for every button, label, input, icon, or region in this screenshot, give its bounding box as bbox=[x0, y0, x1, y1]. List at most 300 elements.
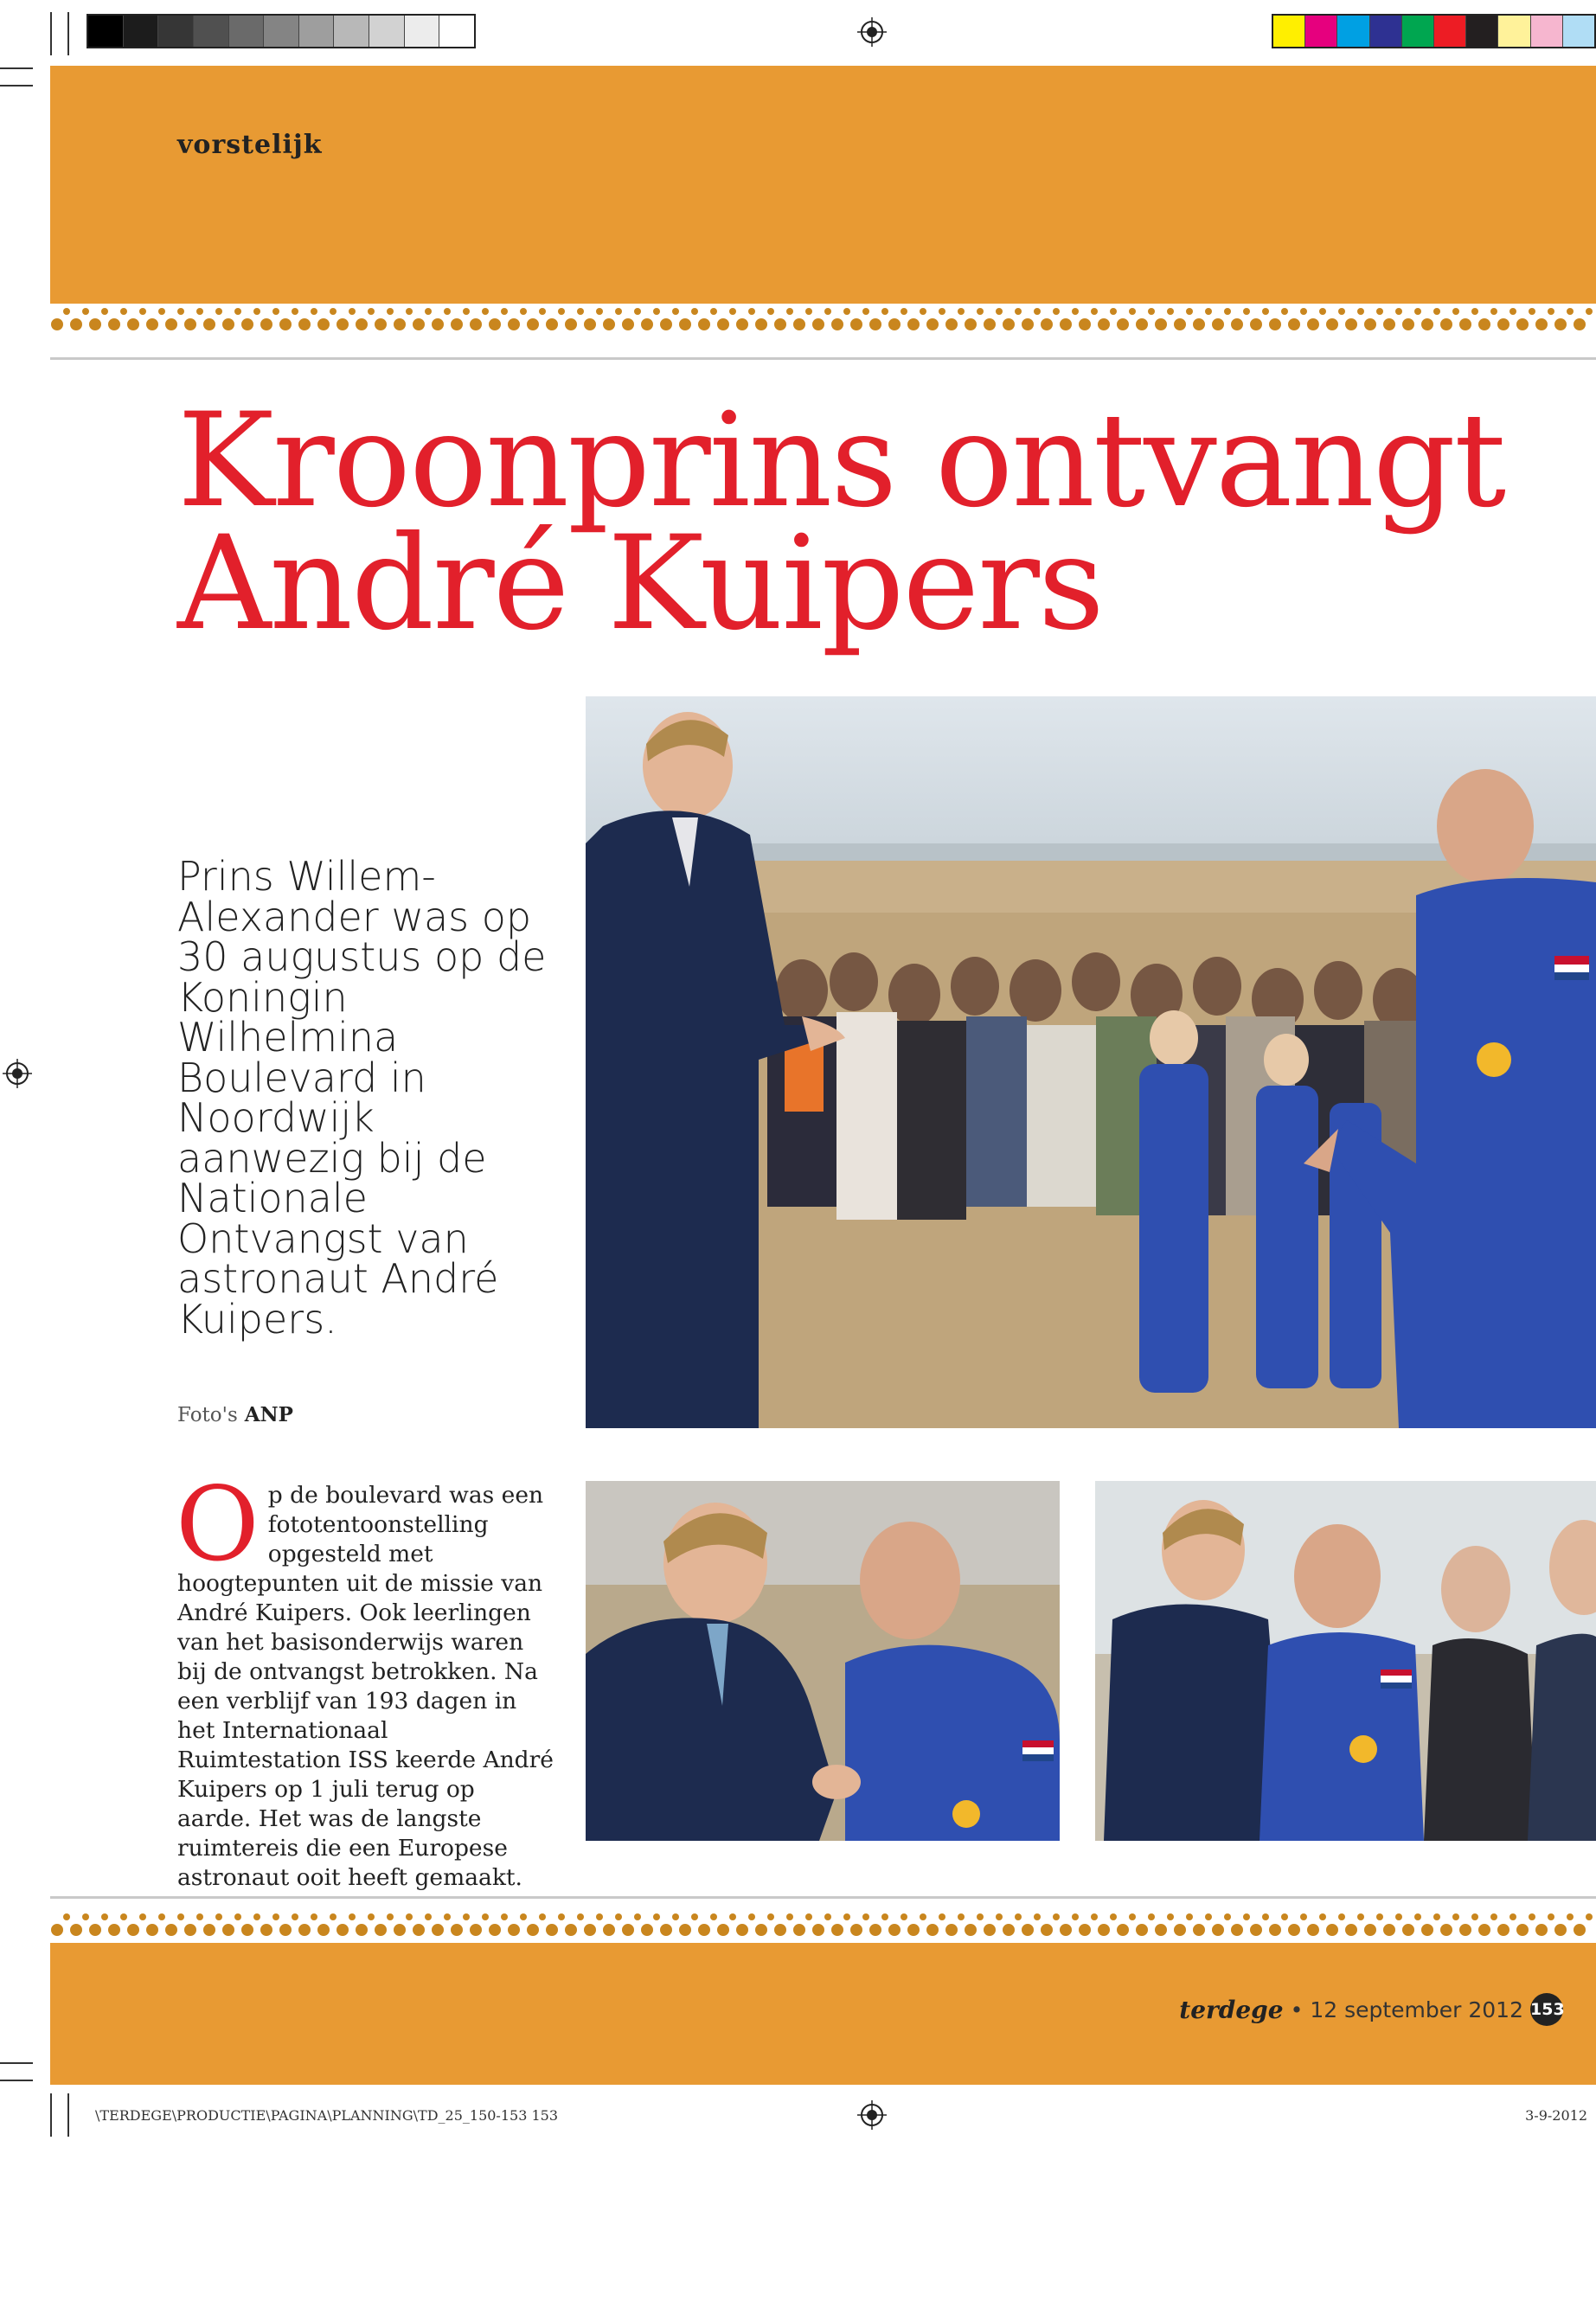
decorative-dot bbox=[202, 1923, 216, 1937]
decorative-dot bbox=[1548, 308, 1554, 315]
decorative-dot bbox=[615, 1913, 622, 1920]
decorative-dot bbox=[240, 1923, 254, 1937]
decorative-dot bbox=[881, 1913, 888, 1920]
decorative-dot bbox=[450, 317, 464, 331]
decorative-dot bbox=[253, 1913, 260, 1920]
decorative-dot bbox=[1458, 317, 1472, 331]
decorative-dot bbox=[1477, 317, 1491, 331]
decorative-dot bbox=[196, 308, 203, 315]
decorative-dot bbox=[279, 317, 292, 331]
decorative-dot bbox=[583, 317, 597, 331]
decorative-dot bbox=[1376, 308, 1383, 315]
section-label: vorstelijk bbox=[177, 130, 323, 160]
decorative-dot bbox=[697, 1923, 711, 1937]
decorative-dot bbox=[1586, 308, 1593, 315]
decorative-dot bbox=[564, 317, 578, 331]
decorative-dot bbox=[792, 317, 806, 331]
decorative-dot bbox=[1148, 1913, 1155, 1920]
decorative-dot bbox=[1554, 317, 1567, 331]
decorative-dot bbox=[317, 1923, 330, 1937]
crop-mark bbox=[67, 2093, 69, 2137]
decorative-dot bbox=[368, 1913, 375, 1920]
decorative-dot bbox=[621, 1923, 635, 1937]
color-swatch bbox=[1498, 16, 1530, 47]
crop-mark bbox=[0, 2062, 33, 2064]
decorative-dot bbox=[1344, 317, 1358, 331]
gray-swatch bbox=[264, 16, 299, 47]
decorative-dot bbox=[215, 308, 222, 315]
decorative-dot bbox=[1401, 1923, 1415, 1937]
decorative-dot bbox=[330, 1913, 337, 1920]
decorative-dot bbox=[107, 1923, 121, 1937]
decorative-dot bbox=[387, 1913, 394, 1920]
decorative-dot bbox=[1357, 1913, 1364, 1920]
decorative-dot bbox=[101, 1913, 108, 1920]
decorative-dot-border bbox=[50, 303, 1596, 337]
drop-cap: O bbox=[176, 1465, 260, 1584]
decorative-dot bbox=[88, 317, 102, 331]
decorative-dot bbox=[1262, 1913, 1269, 1920]
decorative-dot bbox=[126, 317, 140, 331]
decorative-dot bbox=[482, 308, 489, 315]
decorative-dot bbox=[469, 1923, 483, 1937]
decorative-dot bbox=[754, 1923, 768, 1937]
decorative-dot bbox=[158, 1913, 165, 1920]
decorative-dot bbox=[1300, 1913, 1307, 1920]
decorative-dot bbox=[583, 1923, 597, 1937]
decorative-dot bbox=[234, 1913, 241, 1920]
decorative-dot bbox=[545, 317, 559, 331]
article-text: p de boulevard was een fototentoonstelling opgesteld met hoogtepunten uit de missie van André Kuipers. Ook leerlingen van het basisonderwijs waren bij de ontvangst betrokken. Na een verblijf van 193 dagen in het Internationaal Ruimtestation ISS keerde André Kuipers op 1 juli terug op aarde. Het was de langste ruimtereis die een Europese astronaut ooit heeft gemaakt. bbox=[177, 1482, 554, 1891]
decorative-dot bbox=[811, 317, 825, 331]
decorative-dot bbox=[1059, 317, 1073, 331]
decorative-dot bbox=[1186, 1913, 1193, 1920]
divider bbox=[50, 357, 1596, 360]
decorative-dot bbox=[1363, 317, 1377, 331]
decorative-dot bbox=[830, 317, 844, 331]
decorative-dot bbox=[748, 1913, 755, 1920]
crop-mark bbox=[0, 67, 33, 69]
decorative-dot bbox=[82, 1913, 89, 1920]
decorative-dot bbox=[406, 308, 413, 315]
decorative-dot bbox=[1224, 1913, 1231, 1920]
gray-swatch bbox=[88, 16, 124, 47]
decorative-dot bbox=[1287, 317, 1301, 331]
decorative-dot bbox=[1249, 317, 1263, 331]
decorative-dot bbox=[805, 308, 812, 315]
decorative-dot bbox=[272, 1913, 279, 1920]
decorative-dot bbox=[482, 1913, 489, 1920]
decorative-dot bbox=[260, 1923, 273, 1937]
decorative-dot bbox=[1433, 308, 1440, 315]
color-swatch bbox=[1370, 16, 1402, 47]
decorative-dot bbox=[621, 317, 635, 331]
decorative-dot bbox=[634, 308, 641, 315]
decorative-dot bbox=[805, 1913, 812, 1920]
decorative-dot bbox=[311, 1913, 317, 1920]
decorative-dot bbox=[1471, 308, 1478, 315]
decorative-dot bbox=[311, 308, 317, 315]
decorative-dot bbox=[1268, 1923, 1282, 1937]
decorative-dot bbox=[964, 317, 977, 331]
decorative-dot bbox=[1148, 308, 1155, 315]
decorative-dot bbox=[50, 317, 64, 331]
decorative-dot bbox=[697, 317, 711, 331]
decorative-dot bbox=[425, 308, 432, 315]
decorative-dot bbox=[292, 308, 298, 315]
decorative-dot bbox=[374, 1923, 388, 1937]
decorative-dot bbox=[1211, 317, 1225, 331]
decorative-dot bbox=[1281, 1913, 1288, 1920]
decorative-dot bbox=[253, 308, 260, 315]
decorative-dot bbox=[602, 1923, 616, 1937]
decorative-dot bbox=[177, 308, 184, 315]
decorative-dot bbox=[748, 308, 755, 315]
grayscale-calibration-bar bbox=[87, 14, 476, 48]
decorative-dot bbox=[82, 308, 89, 315]
decorative-dot bbox=[849, 317, 863, 331]
decorative-dot bbox=[1516, 1923, 1529, 1937]
decorative-dot bbox=[1211, 1923, 1225, 1937]
decorative-dot bbox=[1135, 317, 1149, 331]
decorative-dot bbox=[1567, 308, 1574, 315]
headline-line-1: Kroonprins ontvangt bbox=[177, 386, 1505, 536]
decorative-dot bbox=[1002, 1923, 1016, 1937]
decorative-dot bbox=[1433, 1913, 1440, 1920]
brand-logo: terdege bbox=[1179, 1995, 1284, 2024]
decorative-dot bbox=[1414, 308, 1421, 315]
decorative-dot bbox=[1529, 1913, 1535, 1920]
decorative-dot bbox=[786, 308, 793, 315]
decorative-dot bbox=[469, 317, 483, 331]
decorative-dot bbox=[412, 1923, 426, 1937]
decorative-dot bbox=[139, 1913, 146, 1920]
decorative-dot bbox=[1452, 308, 1459, 315]
gray-swatch bbox=[369, 16, 405, 47]
decorative-dot bbox=[596, 1913, 603, 1920]
decorative-dot bbox=[920, 1913, 926, 1920]
crop-mark bbox=[0, 2080, 33, 2081]
decorative-dot bbox=[1186, 308, 1193, 315]
decorative-dot bbox=[317, 317, 330, 331]
decorative-dot bbox=[710, 1913, 717, 1920]
decorative-dot bbox=[939, 308, 945, 315]
decorative-dot bbox=[659, 1923, 673, 1937]
decorative-dot bbox=[1376, 1913, 1383, 1920]
registration-mark-icon bbox=[857, 17, 887, 47]
decorative-dot bbox=[843, 1913, 850, 1920]
photo-handshake bbox=[586, 1481, 1060, 1841]
decorative-dot bbox=[279, 1923, 292, 1937]
decorative-dot bbox=[1224, 308, 1231, 315]
decorative-dot bbox=[907, 1923, 920, 1937]
decorative-dot bbox=[145, 317, 159, 331]
footer-separator: • bbox=[1290, 1997, 1304, 2022]
decorative-dot bbox=[1021, 1923, 1035, 1937]
decorative-dot bbox=[1097, 317, 1111, 331]
decorative-dot bbox=[1034, 1913, 1041, 1920]
decorative-dot bbox=[1129, 308, 1136, 315]
issue-date: 12 september 2012 bbox=[1310, 1997, 1523, 2022]
header-band bbox=[50, 66, 1596, 304]
color-swatch bbox=[1434, 16, 1466, 47]
decorative-dot bbox=[869, 1923, 882, 1937]
decorative-dot bbox=[88, 1923, 102, 1937]
credit-source: ANP bbox=[244, 1403, 293, 1426]
decorative-dot bbox=[1573, 317, 1586, 331]
decorative-dot bbox=[1319, 1913, 1326, 1920]
gray-swatch bbox=[229, 16, 265, 47]
decorative-dot bbox=[964, 1923, 977, 1937]
decorative-dot bbox=[1300, 308, 1307, 315]
article-body bbox=[176, 1465, 554, 1893]
decorative-dot bbox=[1395, 1913, 1402, 1920]
decorative-dot bbox=[1363, 1923, 1377, 1937]
decorative-dot bbox=[183, 317, 197, 331]
decorative-dot bbox=[678, 1923, 692, 1937]
decorative-dot bbox=[1053, 1913, 1060, 1920]
decorative-dot bbox=[1452, 1913, 1459, 1920]
decorative-dot bbox=[735, 317, 749, 331]
decorative-dot bbox=[196, 1913, 203, 1920]
decorative-dot bbox=[69, 317, 83, 331]
decorative-dot bbox=[1567, 1913, 1574, 1920]
decorative-dot bbox=[425, 1913, 432, 1920]
decorative-dot bbox=[1243, 1913, 1250, 1920]
decorative-dot bbox=[63, 1913, 70, 1920]
decorative-dot bbox=[183, 1923, 197, 1937]
crop-mark bbox=[50, 2093, 52, 2137]
decorative-dot bbox=[507, 1923, 521, 1937]
decorative-dot bbox=[450, 1923, 464, 1937]
decorative-dot bbox=[729, 1913, 736, 1920]
decorative-dot bbox=[1078, 1923, 1092, 1937]
decorative-dot bbox=[221, 317, 235, 331]
decorative-dot bbox=[977, 308, 984, 315]
decorative-dot bbox=[393, 1923, 407, 1937]
decorative-dot bbox=[1053, 308, 1060, 315]
decorative-dot bbox=[292, 1913, 298, 1920]
decorative-dot bbox=[907, 317, 920, 331]
decorative-dot bbox=[983, 1923, 997, 1937]
decorative-dot bbox=[634, 1913, 641, 1920]
photo-group bbox=[1095, 1481, 1596, 1841]
decorative-dot bbox=[1325, 1923, 1339, 1937]
decorative-dot bbox=[926, 317, 939, 331]
page-number: 153 bbox=[1530, 1993, 1563, 2026]
decorative-dot bbox=[1554, 1923, 1567, 1937]
decorative-dot bbox=[888, 317, 901, 331]
decorative-dot bbox=[977, 1913, 984, 1920]
photo-credit bbox=[177, 1403, 293, 1426]
decorative-dot bbox=[862, 308, 869, 315]
decorative-dot bbox=[355, 317, 369, 331]
decorative-dot bbox=[1338, 1913, 1345, 1920]
decorative-dot bbox=[678, 317, 692, 331]
decorative-dot bbox=[63, 308, 70, 315]
color-calibration-bar bbox=[1272, 14, 1596, 48]
decorative-dot bbox=[1243, 308, 1250, 315]
decorative-dot bbox=[126, 1923, 140, 1937]
decorative-dot bbox=[177, 1913, 184, 1920]
decorative-dot bbox=[1287, 1923, 1301, 1937]
decorative-dot bbox=[1548, 1913, 1554, 1920]
decorative-dot bbox=[659, 317, 673, 331]
decorative-dot bbox=[1529, 308, 1535, 315]
decorative-dot bbox=[412, 317, 426, 331]
decorative-dot bbox=[501, 308, 508, 315]
decorative-dot bbox=[1135, 1923, 1149, 1937]
decorative-dot bbox=[754, 317, 768, 331]
decorative-dot bbox=[1154, 1923, 1168, 1937]
decorative-dot bbox=[564, 1923, 578, 1937]
decorative-dot bbox=[272, 308, 279, 315]
crop-mark bbox=[67, 12, 69, 55]
decorative-dot bbox=[393, 317, 407, 331]
decorative-dot bbox=[1230, 1923, 1244, 1937]
decorative-dot bbox=[298, 1923, 311, 1937]
decorative-dot bbox=[1401, 317, 1415, 331]
decorative-dot bbox=[1091, 1913, 1098, 1920]
decorative-dot bbox=[336, 317, 349, 331]
decorative-dot bbox=[1116, 317, 1130, 331]
gray-swatch bbox=[299, 16, 335, 47]
color-swatch bbox=[1337, 16, 1369, 47]
decorative-dot bbox=[520, 308, 527, 315]
decorative-dot bbox=[577, 308, 584, 315]
decorative-dot bbox=[50, 1923, 64, 1937]
color-swatch bbox=[1273, 16, 1305, 47]
decorative-dot bbox=[374, 317, 388, 331]
decorative-dot bbox=[1306, 317, 1320, 331]
headline bbox=[177, 386, 1579, 659]
decorative-dot bbox=[463, 1913, 470, 1920]
decorative-dot bbox=[1344, 1923, 1358, 1937]
color-swatch bbox=[1563, 16, 1594, 47]
decorative-dot bbox=[158, 308, 165, 315]
decorative-dot bbox=[735, 1923, 749, 1937]
decorative-dot bbox=[1497, 317, 1510, 331]
decorative-dot bbox=[792, 1923, 806, 1937]
decorative-dot bbox=[1078, 317, 1092, 331]
decorative-dot bbox=[501, 1913, 508, 1920]
decorative-dot bbox=[520, 1913, 527, 1920]
decorative-dot bbox=[1338, 308, 1345, 315]
decorative-dot bbox=[1490, 308, 1497, 315]
slug-path: \TERDEGE\PRODUCTIE\PAGINA\PLANNING\TD_25_150-153 153 bbox=[95, 2107, 558, 2124]
decorative-dot bbox=[716, 317, 730, 331]
decorative-dot bbox=[1002, 317, 1016, 331]
gray-swatch bbox=[405, 16, 440, 47]
decorative-dot bbox=[1281, 308, 1288, 315]
decorative-dot bbox=[596, 308, 603, 315]
decorative-dot bbox=[1040, 1923, 1054, 1937]
decorative-dot bbox=[101, 308, 108, 315]
decorative-dot bbox=[488, 317, 502, 331]
decorative-dot bbox=[1509, 308, 1516, 315]
decorative-dot bbox=[349, 1913, 356, 1920]
decorative-dot bbox=[1015, 1913, 1022, 1920]
decorative-dot bbox=[1034, 308, 1041, 315]
decorative-dot bbox=[1382, 1923, 1396, 1937]
decorative-dot bbox=[1040, 317, 1054, 331]
decorative-dot bbox=[672, 1913, 679, 1920]
decorative-dot bbox=[640, 317, 654, 331]
decorative-dot bbox=[406, 1913, 413, 1920]
decorative-dot bbox=[767, 308, 774, 315]
decorative-dot bbox=[444, 1913, 451, 1920]
decorative-dot bbox=[691, 1913, 698, 1920]
decorative-dot bbox=[716, 1923, 730, 1937]
decorative-dot bbox=[1535, 1923, 1548, 1937]
decorative-dot bbox=[387, 308, 394, 315]
decorative-dot bbox=[1516, 317, 1529, 331]
decorative-dot bbox=[1129, 1913, 1136, 1920]
decorative-dot bbox=[298, 317, 311, 331]
credit-label: Foto's bbox=[177, 1404, 238, 1426]
decorative-dot bbox=[1586, 1913, 1593, 1920]
decorative-dot bbox=[824, 308, 831, 315]
decorative-dot bbox=[1497, 1923, 1510, 1937]
decorative-dot bbox=[1192, 1923, 1206, 1937]
decorative-dot bbox=[1154, 317, 1168, 331]
decorative-dot bbox=[1490, 1913, 1497, 1920]
decorative-dot bbox=[240, 317, 254, 331]
decorative-dot bbox=[1192, 317, 1206, 331]
decorative-dot bbox=[1249, 1923, 1263, 1937]
decorative-dot bbox=[349, 308, 356, 315]
decorative-dot bbox=[811, 1923, 825, 1937]
decorative-dot bbox=[1110, 1913, 1117, 1920]
decorative-dot bbox=[773, 317, 787, 331]
decorative-dot bbox=[786, 1913, 793, 1920]
decorative-dot bbox=[1439, 1923, 1453, 1937]
decorative-dot bbox=[1167, 1913, 1174, 1920]
decorative-dot bbox=[1173, 317, 1187, 331]
decorative-dot bbox=[996, 1913, 1003, 1920]
slug-date: 3-9-2012 bbox=[1525, 2107, 1587, 2124]
decorative-dot bbox=[260, 317, 273, 331]
decorative-dot bbox=[202, 317, 216, 331]
decorative-dot bbox=[69, 1923, 83, 1937]
registration-mark-icon bbox=[3, 1059, 32, 1088]
decorative-dot bbox=[1439, 317, 1453, 331]
decorative-dot bbox=[1382, 317, 1396, 331]
decorative-dot bbox=[1072, 308, 1079, 315]
decorative-dot bbox=[1458, 1923, 1472, 1937]
decorative-dot bbox=[958, 1913, 965, 1920]
decorative-dot bbox=[945, 317, 958, 331]
decorative-dot bbox=[824, 1913, 831, 1920]
decorative-dot bbox=[526, 317, 540, 331]
divider bbox=[50, 1896, 1596, 1899]
registration-mark-icon bbox=[857, 2100, 887, 2130]
decorative-dot bbox=[431, 1923, 445, 1937]
decorative-dot bbox=[1509, 1913, 1516, 1920]
decorative-dot bbox=[1173, 1923, 1187, 1937]
gray-swatch bbox=[158, 16, 194, 47]
decorative-dot bbox=[1021, 317, 1035, 331]
decorative-dot bbox=[767, 1913, 774, 1920]
decorative-dot bbox=[1110, 308, 1117, 315]
decorative-dot bbox=[888, 1923, 901, 1937]
decorative-dot bbox=[507, 317, 521, 331]
decorative-dot bbox=[221, 1923, 235, 1937]
decorative-dot bbox=[901, 308, 907, 315]
decorative-dot bbox=[558, 308, 565, 315]
decorative-dot bbox=[1325, 317, 1339, 331]
headline-line-2: André Kuipers bbox=[177, 509, 1103, 659]
